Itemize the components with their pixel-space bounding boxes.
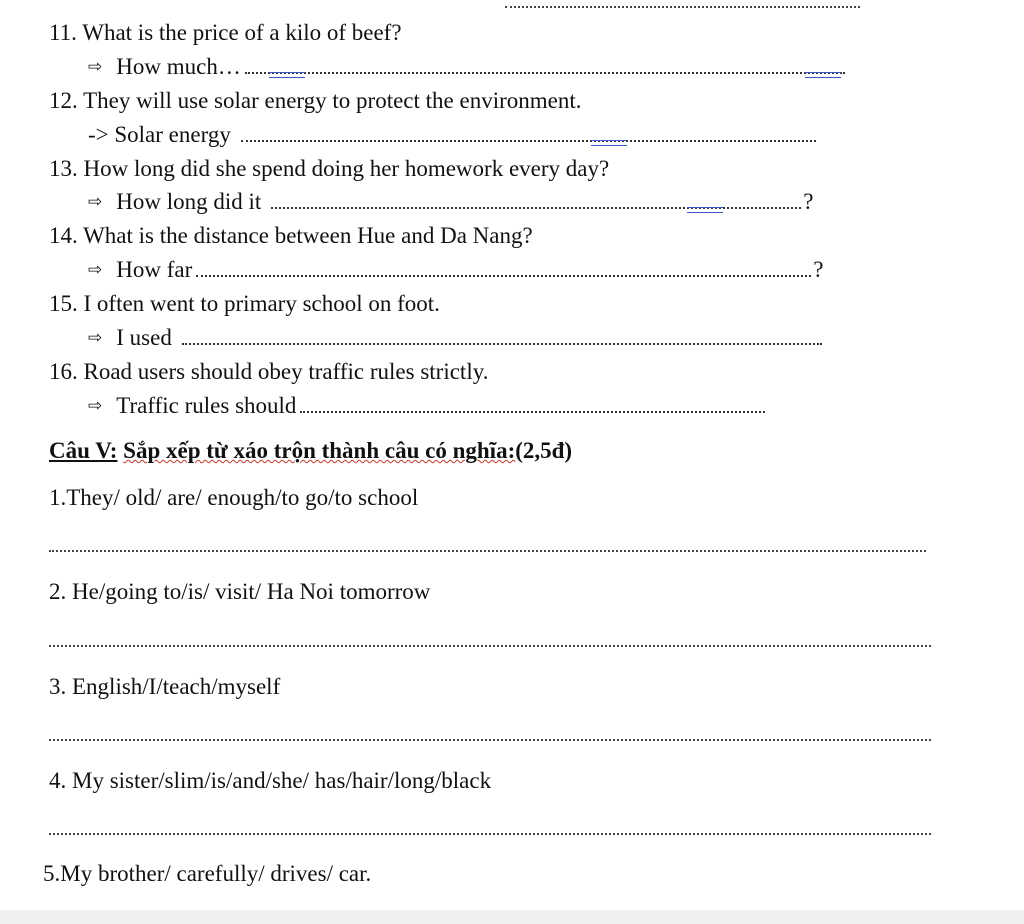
answer-row-12: -> Solar energy <box>88 121 816 149</box>
right-arrow-icon: ⇨ <box>88 396 103 416</box>
answer-line-3[interactable] <box>49 739 931 741</box>
page-footer-gap <box>0 910 1024 924</box>
question-12: 12. They will use solar energy to protect the environment. <box>49 88 582 113</box>
answer-blank[interactable] <box>271 189 801 209</box>
answer-row-11: ⇨ How much… <box>88 53 845 83</box>
question-14: 14. What is the distance between Hue and Da Nang? <box>49 223 533 248</box>
answer-row-14: ⇨ How far ? <box>88 257 824 282</box>
answer-blank[interactable] <box>245 54 845 74</box>
answer-line-1[interactable] <box>49 550 926 552</box>
scrambled-item-3: 3. English/I/teach/myself <box>49 674 281 699</box>
scrambled-item-1: 1.They/ old/ are/ enough/to go/to school <box>49 485 419 510</box>
right-arrow-icon: ⇨ <box>88 192 103 212</box>
scrambled-item-5: 5.My brother/ carefully/ drives/ car. <box>43 861 372 886</box>
answer-blank[interactable] <box>196 257 811 277</box>
question-16: 16. Road users should obey traffic rules strictly. <box>49 359 489 384</box>
right-arrow-icon: ⇨ <box>88 328 103 348</box>
scrambled-item-4: 4. My sister/slim/is/and/she/ has/hair/long/black <box>49 768 492 793</box>
question-15: 15. I often went to primary school on foot. <box>49 291 440 316</box>
section-heading: Câu V: Sắp xếp từ xáo trộn thành câu có nghĩa:(2,5đ) <box>49 438 573 463</box>
answer-row-15: ⇨ I used <box>88 324 822 354</box>
answer-row-13: ⇨ How long did it ? <box>88 189 814 214</box>
answer-blank[interactable] <box>182 325 822 345</box>
answer-dotted-line <box>505 0 860 8</box>
answer-line-4[interactable] <box>49 833 931 835</box>
answer-blank[interactable] <box>300 393 765 413</box>
right-arrow-icon: ⇨ <box>88 260 103 280</box>
answer-row-16: ⇨ Traffic rules should <box>88 392 765 422</box>
question-13: 13. How long did she spend doing her homework every day? <box>49 156 610 181</box>
scrambled-item-2: 2. He/going to/is/ visit/ Ha Noi tomorrow <box>49 579 431 604</box>
question-11: 11. What is the price of a kilo of beef? <box>49 20 402 45</box>
answer-line-2[interactable] <box>49 645 931 647</box>
answer-blank[interactable] <box>241 122 816 142</box>
right-arrow-icon: ⇨ <box>88 57 103 77</box>
